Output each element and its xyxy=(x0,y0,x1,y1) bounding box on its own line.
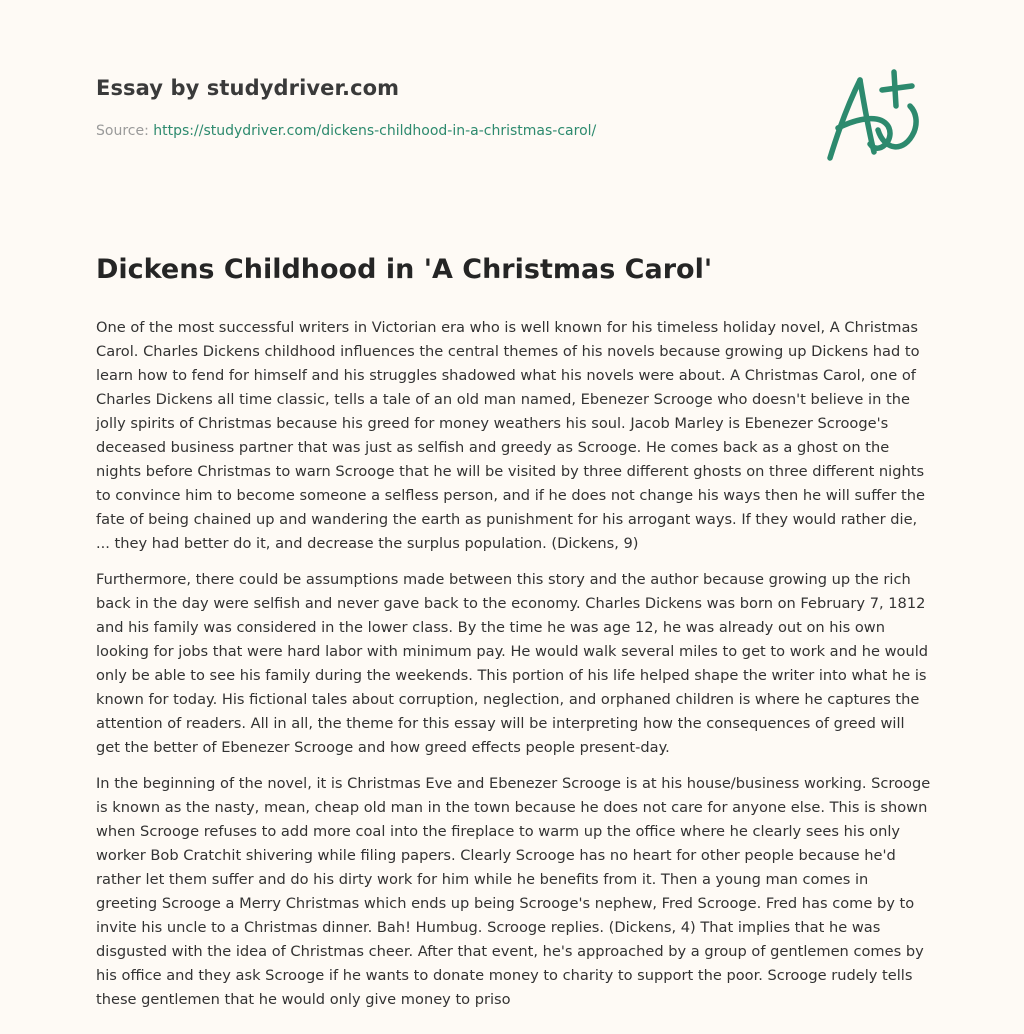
source-line xyxy=(96,123,596,139)
essay-title: Dickens Childhood in 'A Christmas Carol' xyxy=(96,254,713,285)
a-plus-logo-graphic xyxy=(824,66,924,166)
essay-paragraph: In the beginning of the novel, it is Christmas Eve and Ebenezer Scrooge is at his house/business working. Scrooge is known as the nasty, mean, cheap old man in the town because he does not care for anyone else. This is shown when Scrooge refuses to add more coal into the fireplace to warm up the office where he clearly sees his only worker Bob Cratchit shivering while filing papers. Clearly Scrooge has no heart for other people because he'd rather let them suffer and do his dirty work for him while he benefits from it. Then a young man comes in greeting Scrooge a Merry Christmas which ends up being Scrooge's nephew, Fred Scrooge. Fred has come by to invite his uncle to a Christmas dinner. Bah! Humbug. Scrooge replies. (Dickens, 4) That implies that he was disgusted with the idea of Christmas cheer. After that event, he's approached by a group of gentlemen comes by his office and they ask Scrooge if he wants to donate money to charity to support the poor. Scrooge rudely tells these gentlemen that he would only give money to priso xyxy=(96,775,931,1008)
essay-paragraph: Furthermore, there could be assumptions made between this story and the author because growing up the rich back in the day were selfish and never gave back to the economy. Charles Dickens was born on February 7, 1812 and his family was considered in the lower class. By the time he was age 12, he was already out on his own looking for jobs that were hard labor with minimum pay. He would walk several miles to get to work and he would only be able to see his family during the weekends. This portion of his life helped shape the writer into what he is known for today. His fictional tales about corruption, neglection, and orphaned children is where he captures the attention of readers. All in all, the theme for this essay will be interpreting how the consequences of greed will get the better of Ebenezer Scrooge and how greed effects people present-day. xyxy=(96,571,929,756)
source-label: Source: xyxy=(96,123,154,139)
page-header xyxy=(96,0,928,200)
essay-page xyxy=(96,0,931,1034)
site-title: Essay by studydriver.com xyxy=(96,76,400,100)
essay-paragraph: One of the most successful writers in Victorian era who is well known for his timeless holiday novel, A Christmas Carol. Charles Dickens childhood influences the central themes of his novels because growing up Dickens had to learn how to fend for himself and his struggles shadowed what his novels were about. A Christmas Carol, one of Charles Dickens all time classic, tells a tale of an old man named, Ebenezer Scrooge who doesn't believe in the jolly spirits of Christmas because his greed for money weathers his soul. Jacob Marley is Ebenezer Scrooge's deceased business partner that was just as selfish and greedy as Scrooge. He comes back as a ghost on the nights before Christmas to warn Scrooge that he will be visited by three different ghosts on three different nights to convince him to become someone a selfless person, and if he does not change his ways then he will suffer the fate of being chained up and wandering the earth as punishment for his arrogant ways. If they would rather die, ... they had better do it, and decrease the surplus population. (Dickens, 9) xyxy=(96,319,925,552)
essay-body xyxy=(96,316,932,1024)
a-plus-logo-icon xyxy=(824,66,924,166)
source-link[interactable]: https://studydriver.com/dickens-childhood-in-a-christmas-carol/ xyxy=(153,123,597,139)
